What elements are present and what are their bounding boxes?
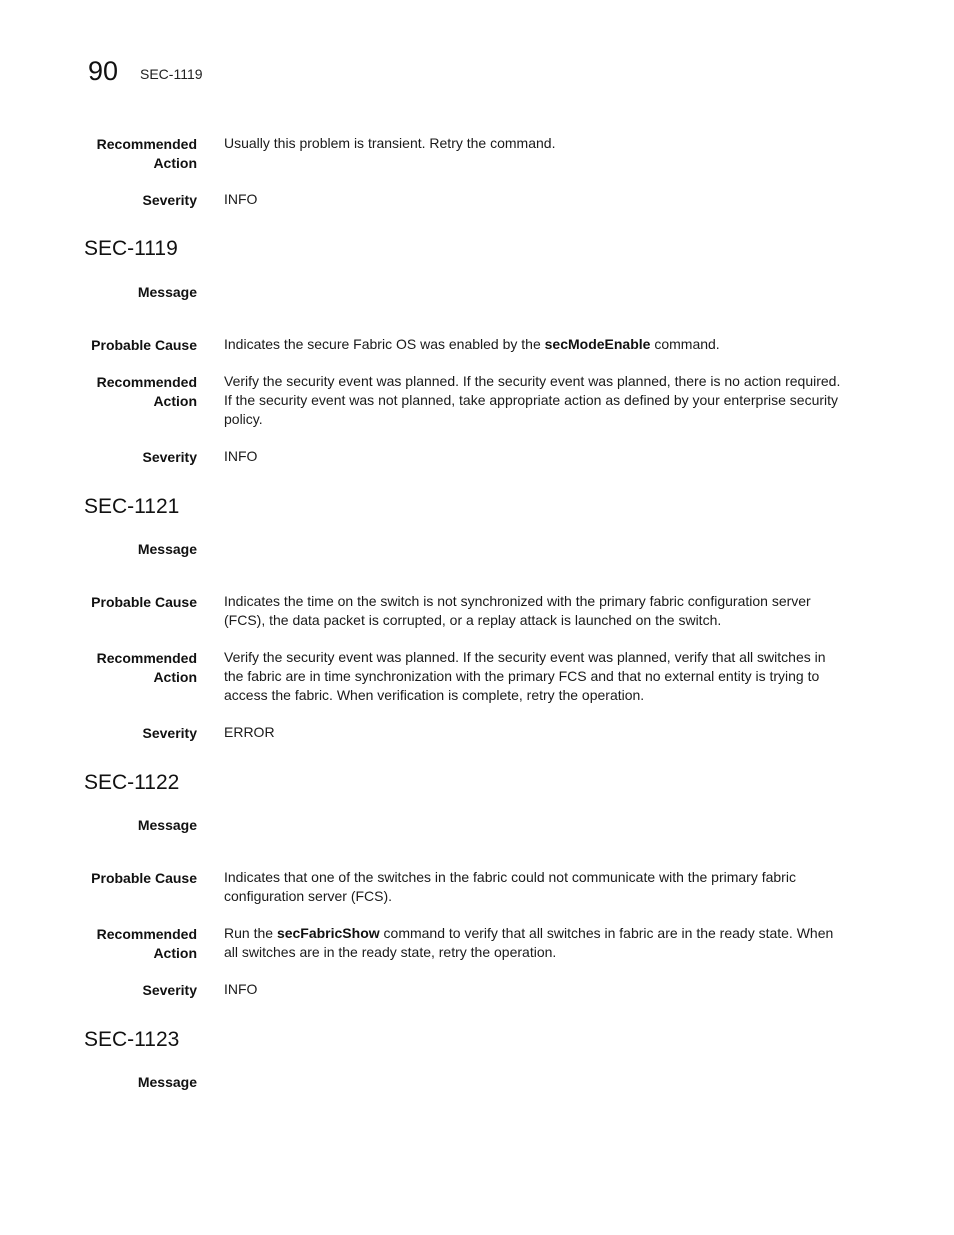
sec-1121-severity-label: Severity [142, 725, 197, 741]
sec-1119-action-label: Recommended Action [96, 374, 197, 409]
sec-1123-heading: SEC-1123 [84, 1028, 180, 1051]
command-name: secFabricShow [276, 925, 380, 941]
prev-severity-value: INFO [224, 191, 258, 207]
prev-action-text: Usually this problem is transient. Retry the command. [224, 135, 556, 151]
sec-1122-cause-text: Indicates that one of the switches in the fabric could not communicate with the primary fabric configuration server (FCS). [224, 869, 796, 904]
sec-1119-action-text: Verify the security event was planned. If the security event was planned, there is no action required. If the security event was not planned, take appropriate action as defined by your enterprise security policy. [224, 373, 841, 427]
sec-1119-cause-label: Probable Cause [91, 337, 197, 353]
prev-severity-label: Severity [142, 192, 197, 208]
sec-1122-severity-value: INFO [224, 981, 258, 997]
sec-1119-severity-value: INFO [224, 448, 258, 464]
command-name: secModeEnable [544, 336, 651, 352]
sec-1121-severity-value: ERROR [224, 724, 275, 740]
sec-1119-heading: SEC-1119 [84, 237, 178, 260]
sec-1123-message-label: Message [137, 1074, 197, 1090]
sec-1121-heading: SEC-1121 [84, 495, 180, 518]
sec-1122-severity-label: Severity [142, 982, 197, 998]
sec-1122-heading: SEC-1122 [84, 771, 180, 794]
sec-1119-cause-text: Indicates the secure Fabric OS was enabled by the secModeEnable command. [224, 336, 720, 352]
sec-1122-action-label: Recommended Action [96, 926, 197, 961]
sec-1119-message-label: Message [137, 284, 197, 300]
sec-1122-action-text: Run the secFabricShow command to verify that all switches in fabric are in the ready state. When all switches are in the ready state, retry the operation. [224, 925, 834, 960]
sec-1122-message-label: Message [137, 817, 197, 833]
chapter-number: 90 [88, 56, 119, 86]
sec-1121-action-text: Verify the security event was planned. If the security event was planned, verify that all switches in the fabric are in time synchronization with the primary FCS and that no external entity is trying to access the fabric. When verification is complete, retry the operation. [224, 649, 826, 703]
running-head: SEC-1119 [140, 66, 203, 82]
sec-1121-message-label: Message [137, 541, 197, 557]
sec-1119-severity-label: Severity [142, 449, 197, 465]
prev-action-label: Recommended Action [96, 136, 197, 171]
sec-1121-cause-text: Indicates the time on the switch is not synchronized with the primary fabric configuration server (FCS), the data packet is corrupted, or a replay attack is launched on the switch. [224, 593, 811, 628]
sec-1122-cause-label: Probable Cause [91, 870, 197, 886]
sec-1121-cause-label: Probable Cause [91, 594, 197, 610]
sec-1121-action-label: Recommended Action [96, 650, 197, 685]
